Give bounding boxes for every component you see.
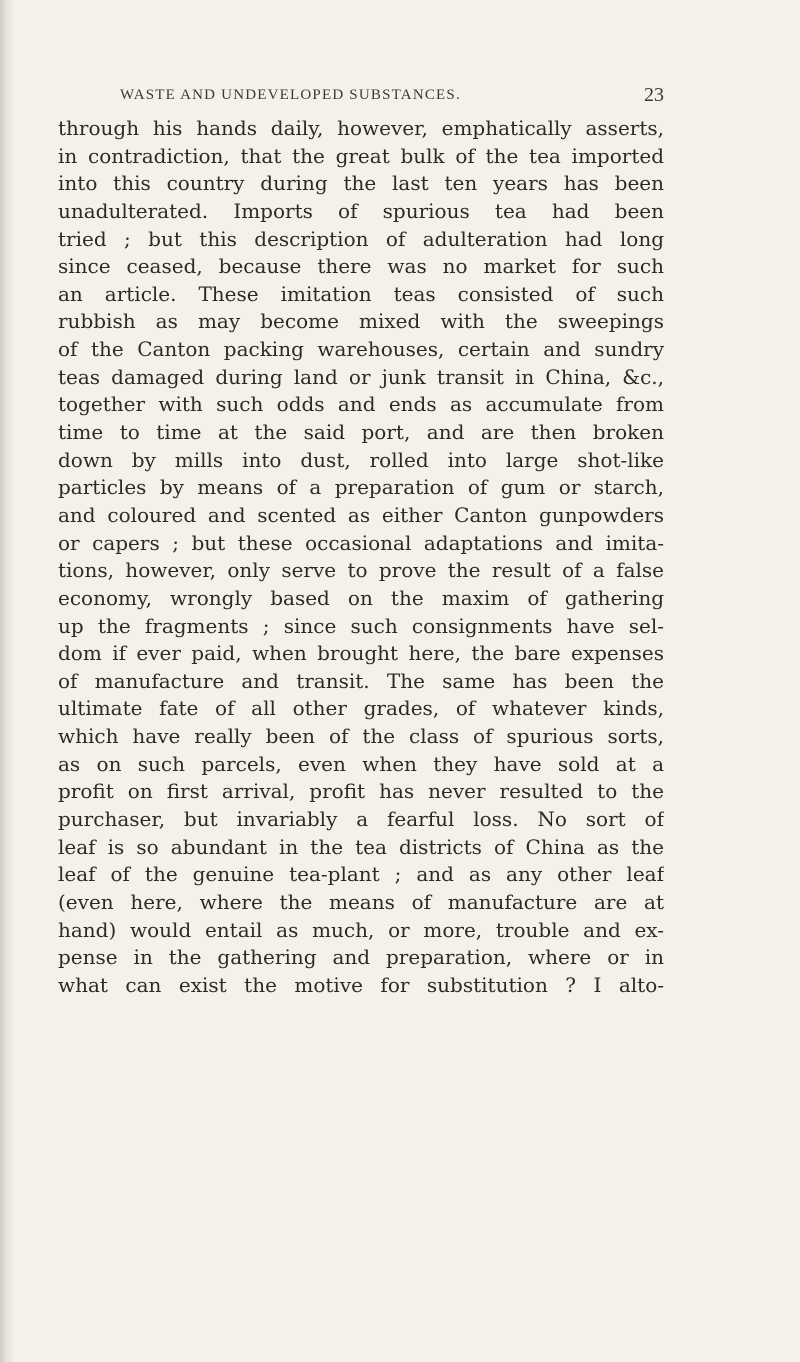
text-line: teas damaged during land or junk transit in China, &c., (58, 364, 664, 389)
text-line: purchaser, but invariably a fearful loss. No sort of (58, 807, 664, 832)
text-line: since ceased, because there was no market for such (58, 254, 664, 279)
text-line: tions, however, only serve to prove the result of a false (58, 558, 664, 583)
text-line: tried ; but this description of adulteration had long (58, 226, 664, 251)
text-line: or capers ; but these occasional adaptations and imita- (58, 530, 664, 555)
text-line: hand) would entail as much, or more, trouble and ex- (58, 917, 664, 942)
text-line: particles by means of a preparation of gum or starch, (58, 475, 664, 500)
running-head (120, 84, 664, 108)
text-line: in contradiction, that the great bulk of the tea imported (58, 143, 664, 168)
text-line: into this country during the last ten years has been (58, 171, 664, 196)
text-line: and coloured and scented as either Canton gunpowders (58, 502, 664, 527)
text-line: profit on first arrival, profit has never resulted to the (58, 779, 664, 804)
page-number: 23 (644, 84, 664, 106)
text-line: an article. These imitation teas consisted of such (58, 281, 664, 306)
text-line: through his hands daily, however, emphatically asserts, (58, 116, 664, 140)
text-line: dom if ever paid, when brought here, the bare expenses (58, 641, 664, 666)
binding-edge (0, 0, 14, 1362)
text-line: down by mills into dust, rolled into large shot-like (58, 447, 664, 472)
text-line: leaf of the genuine tea-plant ; and as any other leaf (58, 862, 664, 887)
text-line: (even here, where the means of manufacture are at (58, 889, 664, 914)
text-line: time to time at the said port, and are then broken (58, 420, 664, 445)
text-line: which have really been of the class of spurious sorts, (58, 724, 664, 749)
text-line: economy, wrongly based on the maxim of gathering (58, 585, 664, 610)
text-line: of the Canton packing warehouses, certain and sundry (58, 337, 664, 362)
text-line: as on such parcels, even when they have sold at a (58, 751, 664, 776)
text-line: together with such odds and ends as accumulate from (58, 392, 664, 417)
text-line: unadulterated. Imports of spurious tea had been (58, 198, 664, 223)
text-line: leaf is so abundant in the tea districts of China as the (58, 834, 664, 859)
text-line: ultimate fate of all other grades, of whatever kinds, (58, 696, 664, 721)
running-title: WASTE AND UNDEVELOPED SUBSTANCES. (120, 87, 461, 103)
text-line: of manufacture and transit. The same has been the (58, 668, 664, 693)
body-text (58, 115, 664, 1000)
text-line: pense in the gathering and preparation, where or in (58, 945, 664, 970)
text-line: rubbish as may become mixed with the sweepings (58, 309, 664, 334)
text-line: what can exist the motive for substitution ? I alto- (58, 972, 664, 997)
text-line: up the fragments ; since such consignments have sel- (58, 613, 664, 638)
